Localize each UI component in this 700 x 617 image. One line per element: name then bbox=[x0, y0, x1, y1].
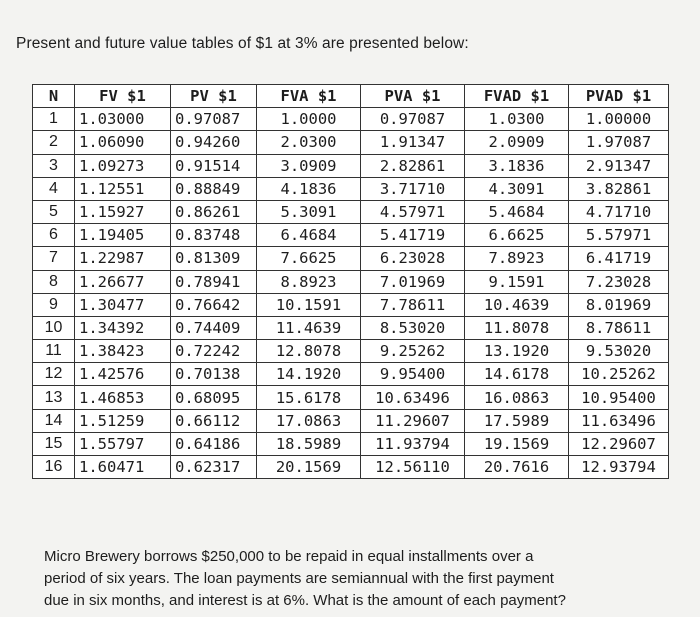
cell-fvad: 10.4639 bbox=[465, 293, 569, 316]
cell-n: 4 bbox=[33, 177, 75, 200]
cell-pvad: 10.95400 bbox=[569, 386, 669, 409]
col-header-fv: FV $1 bbox=[75, 85, 171, 108]
col-header-pv: PV $1 bbox=[171, 85, 257, 108]
cell-fva: 12.8078 bbox=[257, 340, 361, 363]
table-row bbox=[33, 316, 669, 339]
cell-fv: 1.12551 bbox=[75, 177, 171, 200]
cell-fva: 10.1591 bbox=[257, 293, 361, 316]
cell-pva: 8.53020 bbox=[361, 316, 465, 339]
cell-pv: 0.97087 bbox=[171, 108, 257, 131]
cell-pv: 0.66112 bbox=[171, 409, 257, 432]
cell-n: 6 bbox=[33, 224, 75, 247]
cell-pva: 9.95400 bbox=[361, 363, 465, 386]
cell-fvad: 20.7616 bbox=[465, 456, 569, 479]
cell-fv: 1.38423 bbox=[75, 340, 171, 363]
cell-pv: 0.68095 bbox=[171, 386, 257, 409]
problem-statement bbox=[44, 546, 664, 612]
cell-pvad: 2.91347 bbox=[569, 154, 669, 177]
col-header-fvad: FVAD $1 bbox=[465, 85, 569, 108]
cell-fvad: 3.1836 bbox=[465, 154, 569, 177]
cell-fvad: 14.6178 bbox=[465, 363, 569, 386]
cell-n: 7 bbox=[33, 247, 75, 270]
cell-pv: 0.86261 bbox=[171, 200, 257, 223]
present-future-value-table bbox=[32, 84, 669, 479]
cell-fv: 1.34392 bbox=[75, 316, 171, 339]
table-row bbox=[33, 432, 669, 455]
cell-fv: 1.42576 bbox=[75, 363, 171, 386]
table-row bbox=[33, 224, 669, 247]
cell-pva: 9.25262 bbox=[361, 340, 465, 363]
cell-n: 5 bbox=[33, 200, 75, 223]
cell-pv: 0.81309 bbox=[171, 247, 257, 270]
cell-fva: 18.5989 bbox=[257, 432, 361, 455]
cell-pv: 0.70138 bbox=[171, 363, 257, 386]
cell-pva: 3.71710 bbox=[361, 177, 465, 200]
table-row bbox=[33, 270, 669, 293]
cell-pva: 11.29607 bbox=[361, 409, 465, 432]
col-header-pva: PVA $1 bbox=[361, 85, 465, 108]
cell-fva: 20.1569 bbox=[257, 456, 361, 479]
cell-fv: 1.19405 bbox=[75, 224, 171, 247]
cell-fvad: 6.6625 bbox=[465, 224, 569, 247]
cell-pv: 0.62317 bbox=[171, 456, 257, 479]
cell-n: 9 bbox=[33, 293, 75, 316]
cell-pv: 0.64186 bbox=[171, 432, 257, 455]
cell-fv: 1.22987 bbox=[75, 247, 171, 270]
table-row bbox=[33, 340, 669, 363]
cell-pva: 1.91347 bbox=[361, 131, 465, 154]
cell-fv: 1.03000 bbox=[75, 108, 171, 131]
cell-pva: 0.97087 bbox=[361, 108, 465, 131]
cell-pvad: 8.78611 bbox=[569, 316, 669, 339]
cell-pvad: 11.63496 bbox=[569, 409, 669, 432]
cell-fva: 8.8923 bbox=[257, 270, 361, 293]
cell-pvad: 10.25262 bbox=[569, 363, 669, 386]
table-row bbox=[33, 409, 669, 432]
cell-fv: 1.06090 bbox=[75, 131, 171, 154]
cell-pv: 0.78941 bbox=[171, 270, 257, 293]
problem-line: Micro Brewery borrows $250,000 to be repaid in equal installments over a bbox=[44, 548, 534, 565]
cell-fvad: 4.3091 bbox=[465, 177, 569, 200]
cell-pv: 0.91514 bbox=[171, 154, 257, 177]
col-header-fva: FVA $1 bbox=[257, 85, 361, 108]
cell-fva: 1.0000 bbox=[257, 108, 361, 131]
cell-fva: 11.4639 bbox=[257, 316, 361, 339]
cell-n: 12 bbox=[33, 363, 75, 386]
table-row bbox=[33, 108, 669, 131]
cell-fva: 17.0863 bbox=[257, 409, 361, 432]
cell-pva: 7.01969 bbox=[361, 270, 465, 293]
cell-n: 11 bbox=[33, 340, 75, 363]
cell-fvad: 13.1920 bbox=[465, 340, 569, 363]
cell-pvad: 4.71710 bbox=[569, 200, 669, 223]
cell-n: 15 bbox=[33, 432, 75, 455]
cell-fv: 1.60471 bbox=[75, 456, 171, 479]
cell-pvad: 3.82861 bbox=[569, 177, 669, 200]
cell-fva: 4.1836 bbox=[257, 177, 361, 200]
cell-pva: 5.41719 bbox=[361, 224, 465, 247]
cell-pvad: 12.29607 bbox=[569, 432, 669, 455]
cell-pvad: 1.00000 bbox=[569, 108, 669, 131]
cell-fva: 7.6625 bbox=[257, 247, 361, 270]
cell-pv: 0.76642 bbox=[171, 293, 257, 316]
cell-fv: 1.09273 bbox=[75, 154, 171, 177]
cell-fva: 5.3091 bbox=[257, 200, 361, 223]
cell-pva: 2.82861 bbox=[361, 154, 465, 177]
cell-fvad: 1.0300 bbox=[465, 108, 569, 131]
cell-n: 10 bbox=[33, 316, 75, 339]
cell-fvad: 7.8923 bbox=[465, 247, 569, 270]
cell-pvad: 6.41719 bbox=[569, 247, 669, 270]
cell-pvad: 12.93794 bbox=[569, 456, 669, 479]
table-row bbox=[33, 293, 669, 316]
table-row bbox=[33, 154, 669, 177]
intro-text: Present and future value tables of $1 at 3% are presented below: bbox=[16, 35, 469, 52]
cell-fva: 2.0300 bbox=[257, 131, 361, 154]
cell-pvad: 8.01969 bbox=[569, 293, 669, 316]
cell-n: 13 bbox=[33, 386, 75, 409]
problem-line: period of six years. The loan payments are semiannual with the first payment bbox=[44, 570, 554, 587]
col-header-n: N bbox=[33, 85, 75, 108]
cell-pvad: 5.57971 bbox=[569, 224, 669, 247]
cell-fva: 6.4684 bbox=[257, 224, 361, 247]
table-row bbox=[33, 456, 669, 479]
table-header-row bbox=[33, 85, 669, 108]
cell-pv: 0.83748 bbox=[171, 224, 257, 247]
table-row bbox=[33, 177, 669, 200]
cell-fvad: 9.1591 bbox=[465, 270, 569, 293]
cell-fv: 1.30477 bbox=[75, 293, 171, 316]
cell-n: 3 bbox=[33, 154, 75, 177]
cell-fva: 14.1920 bbox=[257, 363, 361, 386]
cell-fvad: 2.0909 bbox=[465, 131, 569, 154]
cell-pv: 0.74409 bbox=[171, 316, 257, 339]
cell-pvad: 7.23028 bbox=[569, 270, 669, 293]
cell-fv: 1.51259 bbox=[75, 409, 171, 432]
table-row bbox=[33, 131, 669, 154]
cell-pva: 6.23028 bbox=[361, 247, 465, 270]
cell-fv: 1.55797 bbox=[75, 432, 171, 455]
cell-n: 14 bbox=[33, 409, 75, 432]
problem-line: due in six months, and interest is at 6%. What is the amount of each payment? bbox=[44, 592, 566, 609]
table-row bbox=[33, 247, 669, 270]
cell-fv: 1.46853 bbox=[75, 386, 171, 409]
cell-fv: 1.26677 bbox=[75, 270, 171, 293]
table-row bbox=[33, 386, 669, 409]
cell-fva: 3.0909 bbox=[257, 154, 361, 177]
cell-n: 1 bbox=[33, 108, 75, 131]
table-row bbox=[33, 200, 669, 223]
cell-pv: 0.94260 bbox=[171, 131, 257, 154]
cell-fvad: 11.8078 bbox=[465, 316, 569, 339]
cell-pva: 7.78611 bbox=[361, 293, 465, 316]
cell-fva: 15.6178 bbox=[257, 386, 361, 409]
cell-fvad: 17.5989 bbox=[465, 409, 569, 432]
cell-fvad: 5.4684 bbox=[465, 200, 569, 223]
cell-pva: 4.57971 bbox=[361, 200, 465, 223]
cell-pva: 10.63496 bbox=[361, 386, 465, 409]
cell-pva: 11.93794 bbox=[361, 432, 465, 455]
cell-pvad: 1.97087 bbox=[569, 131, 669, 154]
cell-fvad: 16.0863 bbox=[465, 386, 569, 409]
cell-pv: 0.72242 bbox=[171, 340, 257, 363]
cell-pv: 0.88849 bbox=[171, 177, 257, 200]
cell-n: 8 bbox=[33, 270, 75, 293]
col-header-pvad: PVAD $1 bbox=[569, 85, 669, 108]
cell-fv: 1.15927 bbox=[75, 200, 171, 223]
table-row bbox=[33, 363, 669, 386]
cell-pva: 12.56110 bbox=[361, 456, 465, 479]
cell-pvad: 9.53020 bbox=[569, 340, 669, 363]
cell-fvad: 19.1569 bbox=[465, 432, 569, 455]
cell-n: 16 bbox=[33, 456, 75, 479]
cell-n: 2 bbox=[33, 131, 75, 154]
